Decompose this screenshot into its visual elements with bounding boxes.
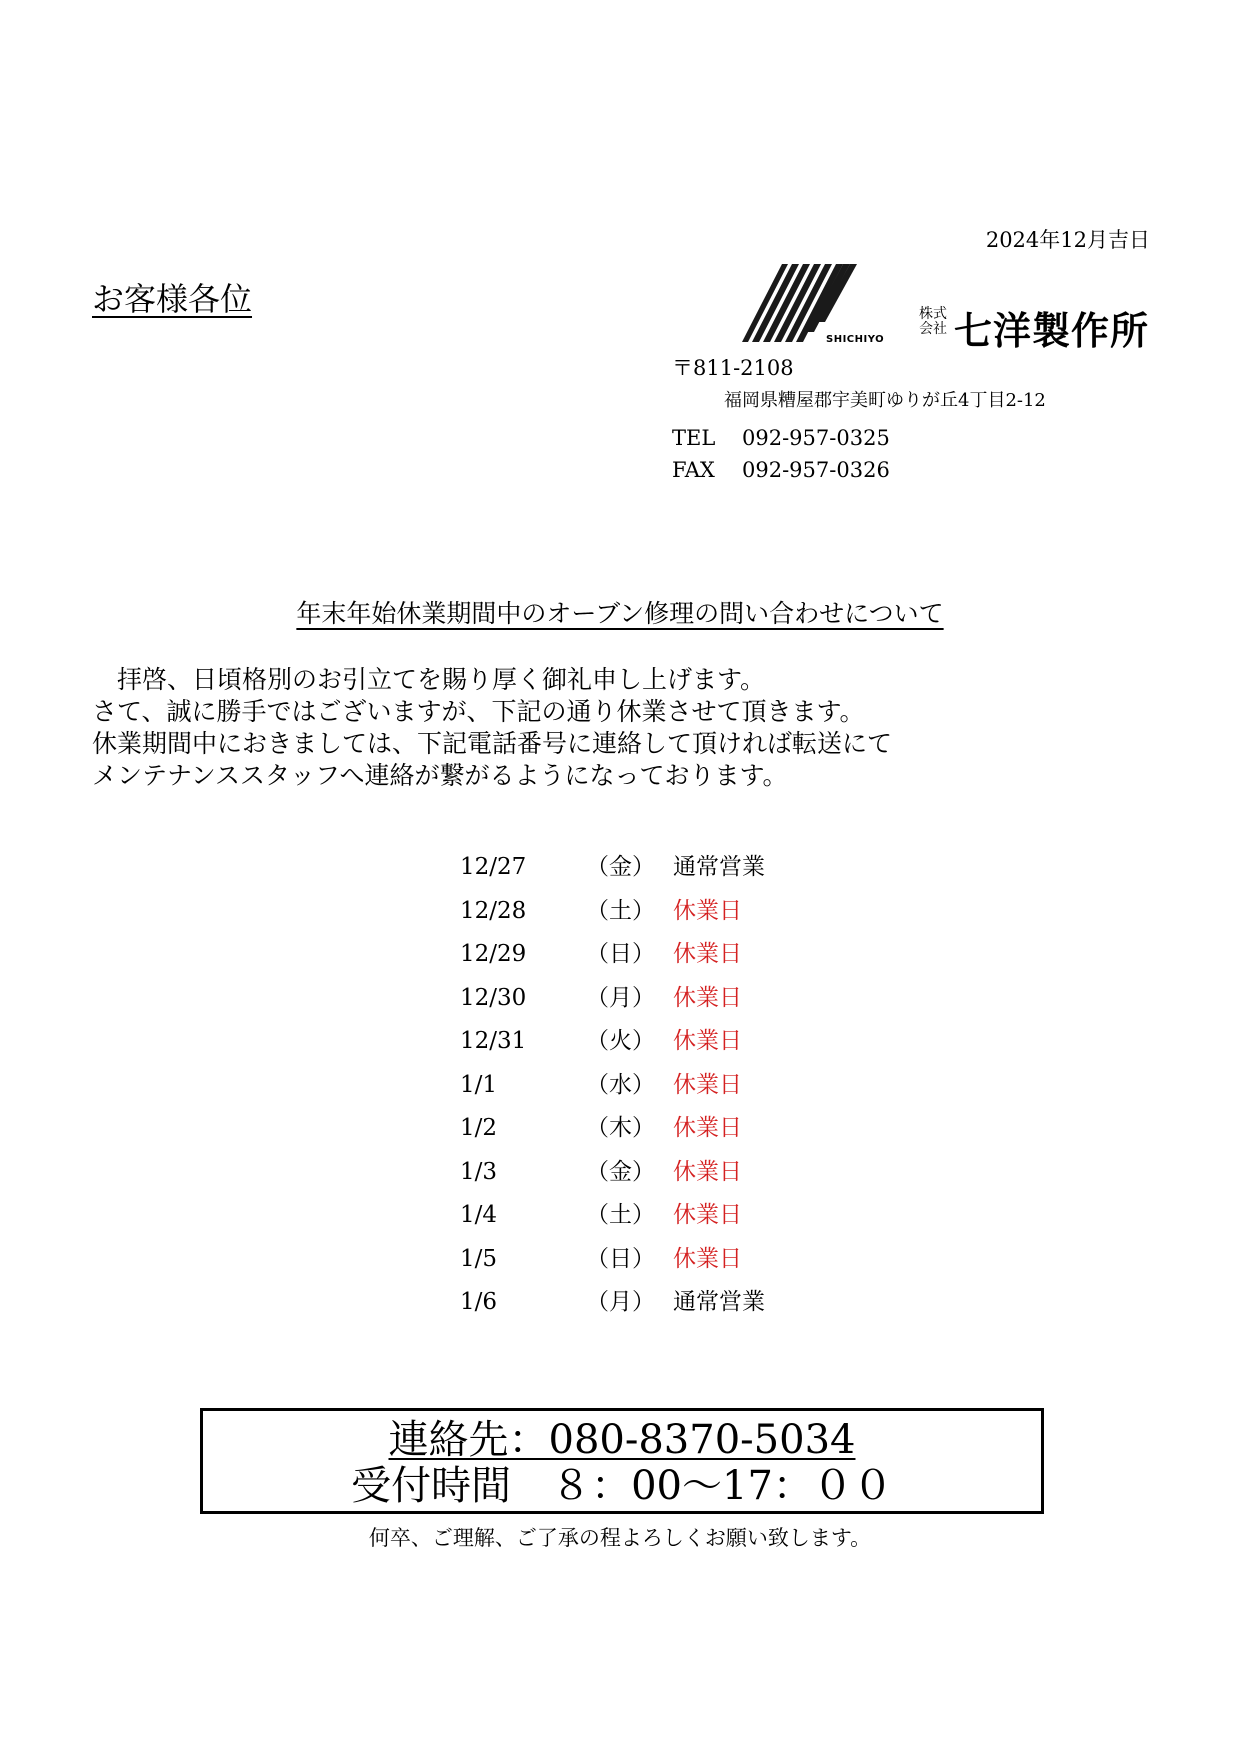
body-line: さて、誠に勝手ではございますが、下記の通り休業させて頂きます。 [92, 697, 865, 726]
document-subject [0, 594, 1240, 630]
schedule-status: 通常営業 [673, 854, 765, 880]
body-line: メンテナンススタッフへ連絡が繋がるようになっております。 [92, 761, 788, 790]
recipient-heading: お客様各位 [92, 280, 253, 318]
schedule-date: 1/4 [460, 1202, 498, 1228]
company-name: 七洋製作所 [954, 309, 1150, 353]
postal-code: 〒811-2108 [672, 356, 794, 380]
logo-kabushiki-text: 株式会社 [919, 306, 947, 337]
schedule-status: 休業日 [673, 1028, 742, 1054]
schedule-row [460, 1107, 880, 1151]
shichiyo-stripes-logo-icon [740, 262, 870, 344]
fax-line [672, 458, 890, 482]
contact-phone: 連絡先：080-8370-5034 [388, 1417, 856, 1463]
schedule-day: （月） [586, 1289, 655, 1315]
schedule-day: （土） [586, 1202, 655, 1228]
schedule-date: 12/30 [460, 984, 527, 1011]
schedule-row [460, 1281, 880, 1325]
schedule-status: 休業日 [673, 1115, 742, 1141]
body-line: 休業期間中におきましては、下記電話番号に連絡して頂ければ転送にて [92, 729, 893, 758]
schedule-row [460, 846, 880, 890]
document-date: 2024年12月吉日 [985, 228, 1150, 252]
schedule-status: 休業日 [673, 897, 742, 924]
schedule-status: 休業日 [673, 941, 742, 967]
schedule-row [460, 933, 880, 977]
schedule-row [460, 977, 880, 1021]
schedule-date: 12/27 [460, 854, 527, 880]
tel-label: TEL [672, 426, 716, 450]
schedule-day: （火） [586, 1028, 655, 1054]
schedule-row [460, 1020, 880, 1064]
schedule-date: 1/5 [460, 1245, 498, 1272]
tel-line [672, 426, 890, 450]
fax-number: 092-957-0326 [742, 458, 890, 482]
body-paragraph [92, 664, 892, 792]
schedule-status: 通常営業 [673, 1289, 765, 1315]
company-logo [740, 262, 1150, 353]
schedule-date: 1/2 [460, 1115, 498, 1141]
schedule-row [460, 1064, 880, 1108]
schedule-date: 12/28 [460, 897, 527, 924]
company-address: 福岡県糟屋郡宇美町ゆりが丘4丁目2-12 [724, 390, 1046, 411]
contact-phone-line [203, 1417, 1041, 1463]
schedule-date: 1/6 [460, 1289, 498, 1315]
schedule-status: 休業日 [673, 1071, 742, 1098]
contact-hours: 受付時間 ８：00～17：００ [351, 1463, 893, 1509]
schedule-status: 休業日 [673, 1202, 742, 1228]
schedule-day: （日） [586, 1245, 655, 1272]
schedule-day: （日） [586, 941, 655, 967]
tel-number: 092-957-0325 [742, 426, 890, 450]
schedule-day: （木） [586, 1115, 655, 1141]
schedule-status: 休業日 [673, 1245, 742, 1272]
schedule-row [460, 1194, 880, 1238]
schedule-row [460, 890, 880, 934]
schedule-day: （土） [586, 897, 655, 924]
subject-text: 年末年始休業期間中のオーブン修理の問い合わせについて [296, 599, 944, 628]
schedule-day: （金） [586, 1158, 655, 1185]
schedule-day: （月） [586, 984, 655, 1011]
schedule-status: 休業日 [673, 1158, 742, 1185]
schedule-row [460, 1151, 880, 1195]
schedule-row [460, 1238, 880, 1282]
schedule-date: 12/29 [460, 941, 527, 967]
closing-remark: 何卒、ご理解、ご了承の程よろしくお願い致します。 [368, 1526, 872, 1550]
schedule-date: 1/3 [460, 1158, 498, 1185]
logo-sub-text: SHICHIYO [826, 334, 885, 345]
body-line: 拝啓、日頃格別のお引立てを賜り厚く御礼申し上げます。 [92, 665, 766, 694]
schedule-date: 1/1 [460, 1071, 498, 1098]
schedule-status: 休業日 [673, 984, 742, 1011]
schedule-day: （金） [586, 854, 655, 880]
schedule-day: （水） [586, 1071, 655, 1098]
holiday-schedule [460, 846, 880, 1325]
fax-label: FAX [672, 458, 715, 482]
contact-box [200, 1408, 1044, 1514]
schedule-date: 12/31 [460, 1028, 527, 1054]
